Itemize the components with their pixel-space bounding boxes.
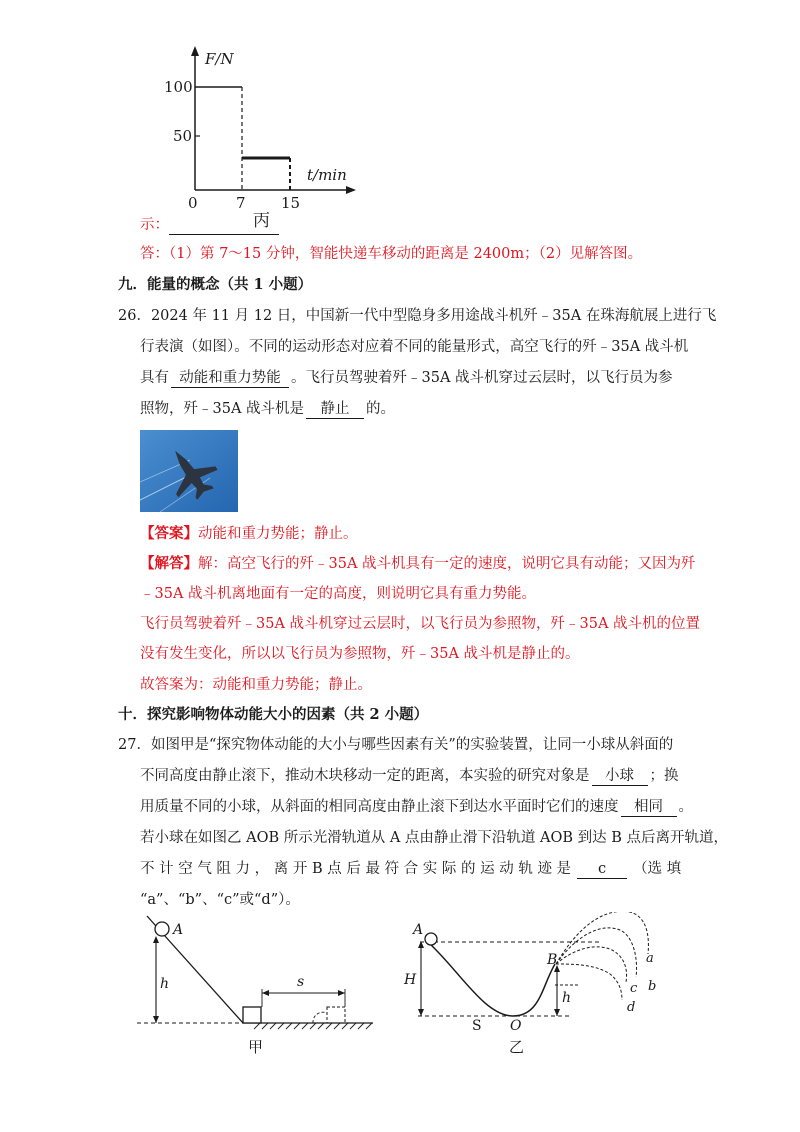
ground-hatching bbox=[254, 1023, 372, 1029]
answer-text: 动能和重力势能；静止。 bbox=[198, 526, 358, 542]
force-time-graph bbox=[150, 40, 370, 240]
analysis-tag: 【解答】 bbox=[140, 555, 198, 572]
analysis-line1: 解：高空飞行的歼﹣35A 战斗机具有一定的速度，说明它具有动能；又因为歼 bbox=[198, 556, 696, 572]
y-tick-100: 100 bbox=[164, 78, 193, 96]
wood-block-moved bbox=[327, 1007, 345, 1023]
label-d: d bbox=[627, 1000, 636, 1015]
label-A: A bbox=[173, 922, 184, 938]
graph-caption: 丙 bbox=[253, 211, 270, 231]
ball-icon bbox=[155, 922, 169, 936]
fighter-jet-photo bbox=[140, 430, 238, 512]
label-s: s bbox=[297, 974, 305, 990]
q27-line4: 若小球在如图乙 AOB 所示光滑轨道从 A 点由静止滑下沿轨道 AOB 到达 B 点后离开轨道， bbox=[140, 830, 729, 846]
y-axis-arrow bbox=[191, 46, 199, 56]
label-O: O bbox=[510, 1018, 522, 1034]
q27-blank1: 小球 bbox=[592, 767, 648, 786]
q27-line2-after: ；换 bbox=[649, 768, 679, 784]
q26-line4-after: 的。 bbox=[366, 401, 396, 417]
q27-line1: 27．如图甲是“探究物体动能的大小与哪些因素有关”的实验装置，让同一小球从斜面的 bbox=[118, 737, 674, 753]
section9-heading: 九．能量的概念（共 1 小题） bbox=[118, 276, 313, 293]
q27-line2 bbox=[140, 766, 679, 786]
q27-line5-before: 不 计 空 气 阻 力 ， 离 开 B 点 后 最 符 合 实 际 的 运 动 轨 迹 是 bbox=[140, 861, 572, 877]
q27-blank2: 相同 bbox=[621, 798, 677, 817]
q25-prefix: 示： bbox=[140, 217, 169, 233]
q25-answer: 答：（1）第 7～15 分钟，智能快递车移动的距离是 2400m；（2）见解答图。 bbox=[140, 246, 643, 262]
q26-line4 bbox=[140, 399, 395, 419]
trajectory-a bbox=[556, 912, 648, 964]
label-c: c bbox=[630, 981, 638, 996]
section10-heading: 十．探究影响物体动能大小的因素（共 2 小题） bbox=[118, 706, 429, 723]
trajectory-b bbox=[556, 928, 637, 977]
analysis-line2: ﹣35A 战斗机离地面有一定的高度，则说明它具有重力势能。 bbox=[140, 586, 537, 602]
wood-block bbox=[243, 1007, 261, 1023]
label-a: a bbox=[646, 951, 654, 966]
q26-line3 bbox=[140, 368, 673, 388]
q27-blank3: c bbox=[577, 860, 627, 879]
q26-line1: 26．2024 年 11 月 12 日，中国新一代中型隐身多用途战斗机歼﹣35A 在珠海航展上进行飞 bbox=[118, 308, 717, 324]
figure-yi-track bbox=[400, 912, 670, 1057]
track-AOB bbox=[430, 944, 558, 1016]
y-axis-label: F/N bbox=[205, 50, 234, 68]
q27-line2-before: 不同高度由静止滚下，推动木块移动一定的距离，本实验的研究对象是 bbox=[140, 768, 590, 784]
q25-blank bbox=[169, 216, 279, 235]
q26-analysis bbox=[140, 554, 696, 574]
q26-blank1: 动能和重力势能 bbox=[171, 369, 289, 388]
q27-line3-before: 用质量不同的小球，从斜面的相同高度由静止滚下到达水平面时它们的速度 bbox=[140, 799, 619, 815]
label-B: B bbox=[547, 952, 558, 968]
q26-line3-before: 具有 bbox=[140, 370, 169, 386]
label-S: S bbox=[472, 1018, 482, 1034]
label-H: H bbox=[404, 972, 417, 988]
analysis-line4: 没有发生变化，所以以飞行员为参照物，歼﹣35A 战斗机是静止的。 bbox=[140, 646, 580, 662]
x-axis-arrow bbox=[346, 186, 356, 194]
q26-line4-before: 照物，歼﹣35A 战斗机是 bbox=[140, 401, 305, 417]
x-tick-7: 7 bbox=[236, 194, 246, 212]
q26-answer bbox=[140, 524, 358, 544]
label-A: A bbox=[413, 922, 424, 938]
q27-line6: “a”、“b”、“c”或“d”）。 bbox=[140, 892, 300, 908]
y-tick-50: 50 bbox=[173, 127, 193, 145]
q27-line3-after: 。 bbox=[678, 799, 693, 815]
q26-final-answer: 故答案为：动能和重力势能；静止。 bbox=[140, 677, 372, 693]
analysis-line3: 飞行员驾驶着歼﹣35A 战斗机穿过云层时，以飞行员为参照物，歼﹣35A 战斗机的位置 bbox=[140, 616, 701, 632]
q27-line3 bbox=[140, 797, 693, 817]
q26-blank2: 静止 bbox=[306, 400, 364, 419]
label-h: h bbox=[562, 990, 572, 1006]
x-tick-15: 15 bbox=[281, 194, 301, 212]
ball-icon bbox=[425, 933, 437, 945]
x-axis-label: t/min bbox=[307, 166, 347, 184]
caption-jia: 甲 bbox=[248, 1038, 264, 1056]
answer-tag: 【答案】 bbox=[140, 525, 198, 542]
label-b: b bbox=[648, 979, 657, 994]
figure-jia-incline bbox=[135, 912, 380, 1057]
label-h: h bbox=[160, 976, 170, 992]
q25-prefix-line bbox=[140, 215, 279, 235]
caption-yi: 乙 bbox=[509, 1038, 525, 1056]
q27-line5-after: （选 填 bbox=[633, 861, 682, 877]
x-tick-0: 0 bbox=[188, 194, 198, 212]
q27-line5 bbox=[140, 859, 681, 879]
q26-line2: 行表演（如图）。不同的运动形态对应着不同的能量形式，高空飞行的歼﹣35A 战斗机 bbox=[140, 339, 689, 355]
q26-line3-after: 。飞行员驾驶着歼﹣35A 战斗机穿过云层时，以飞行员为参 bbox=[291, 370, 673, 386]
